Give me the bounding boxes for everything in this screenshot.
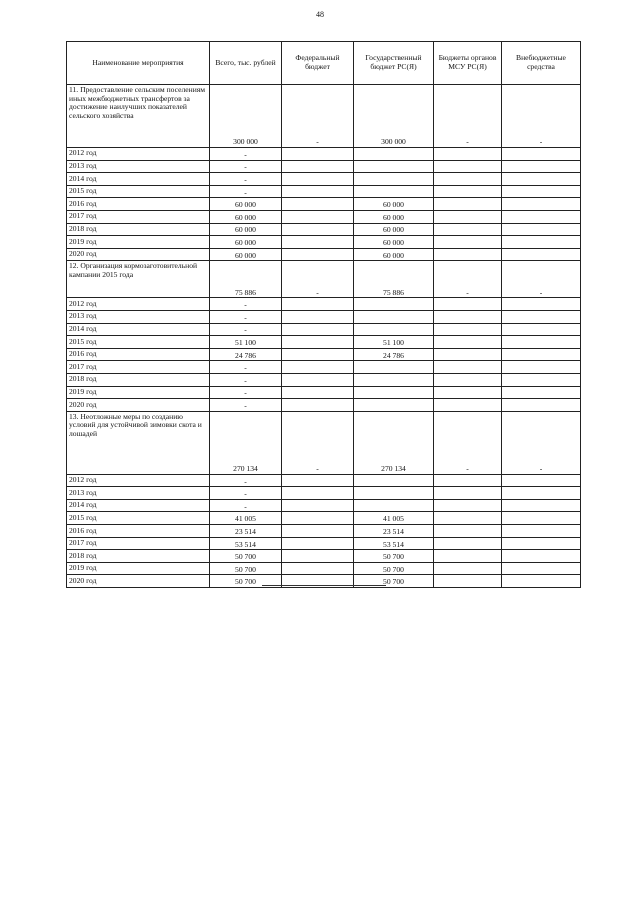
year-federal <box>282 562 354 575</box>
year-total: - <box>210 160 282 173</box>
year-row <box>67 537 581 550</box>
year-extra <box>502 525 581 538</box>
year-state: 50 700 <box>354 562 434 575</box>
header-row <box>67 42 581 85</box>
year-row <box>67 373 581 386</box>
section-msu: - <box>434 85 502 148</box>
year-total: 24 786 <box>210 348 282 361</box>
year-msu <box>434 323 502 336</box>
year-state <box>354 487 434 500</box>
year-row <box>67 336 581 349</box>
year-msu <box>434 298 502 311</box>
section-extra: - <box>502 261 581 298</box>
section-title: 13. Неотложные меры по созданию условий для устойчивой зимовки скота и лошадей <box>67 411 210 474</box>
year-row <box>67 310 581 323</box>
year-label: 2014 год <box>67 173 210 186</box>
header-msu: Бюджеты органов МСУ РС(Я) <box>434 42 502 85</box>
year-row <box>67 386 581 399</box>
year-msu <box>434 386 502 399</box>
year-state: 23 514 <box>354 525 434 538</box>
year-state <box>354 399 434 412</box>
year-msu <box>434 210 502 223</box>
year-total: 60 000 <box>210 236 282 249</box>
year-label: 2017 год <box>67 210 210 223</box>
year-extra <box>502 348 581 361</box>
year-federal <box>282 499 354 512</box>
year-msu <box>434 248 502 261</box>
year-federal <box>282 525 354 538</box>
year-extra <box>502 198 581 211</box>
year-federal <box>282 148 354 161</box>
section-extra: - <box>502 85 581 148</box>
year-extra <box>502 373 581 386</box>
year-total: 60 000 <box>210 210 282 223</box>
year-label: 2017 год <box>67 537 210 550</box>
year-label: 2020 год <box>67 399 210 412</box>
footer-divider <box>262 585 386 586</box>
year-extra <box>502 562 581 575</box>
year-extra <box>502 210 581 223</box>
year-federal <box>282 310 354 323</box>
year-label: 2016 год <box>67 348 210 361</box>
year-federal <box>282 185 354 198</box>
section-title: 12. Организация кормозаготовительной кампании 2015 года <box>67 261 210 298</box>
year-msu <box>434 512 502 525</box>
year-state: 53 514 <box>354 537 434 550</box>
year-extra <box>502 248 581 261</box>
year-msu <box>434 550 502 563</box>
year-federal <box>282 373 354 386</box>
year-msu <box>434 185 502 198</box>
year-row <box>67 550 581 563</box>
year-total: - <box>210 361 282 374</box>
section-federal: - <box>282 261 354 298</box>
year-federal <box>282 348 354 361</box>
year-row <box>67 223 581 236</box>
year-row <box>67 323 581 336</box>
section-total: 270 134 <box>210 411 282 474</box>
year-state <box>354 185 434 198</box>
year-total: - <box>210 399 282 412</box>
year-extra <box>502 173 581 186</box>
year-label: 2018 год <box>67 550 210 563</box>
section-row <box>67 85 581 148</box>
year-state <box>354 474 434 487</box>
year-msu <box>434 487 502 500</box>
year-extra <box>502 298 581 311</box>
year-row <box>67 210 581 223</box>
year-label: 2015 год <box>67 336 210 349</box>
year-label: 2019 год <box>67 562 210 575</box>
year-row <box>67 198 581 211</box>
year-federal <box>282 487 354 500</box>
year-federal <box>282 160 354 173</box>
year-msu <box>434 173 502 186</box>
section-state: 300 000 <box>354 85 434 148</box>
year-msu <box>434 310 502 323</box>
section-msu: - <box>434 411 502 474</box>
year-label: 2018 год <box>67 373 210 386</box>
year-extra <box>502 185 581 198</box>
year-label: 2020 год <box>67 248 210 261</box>
year-msu <box>434 562 502 575</box>
year-federal <box>282 361 354 374</box>
year-total: - <box>210 487 282 500</box>
section-extra: - <box>502 411 581 474</box>
header-extra: Внебюджетные средства <box>502 42 581 85</box>
year-federal <box>282 210 354 223</box>
year-federal <box>282 236 354 249</box>
year-total: 23 514 <box>210 525 282 538</box>
year-label: 2013 год <box>67 310 210 323</box>
year-row <box>67 512 581 525</box>
year-row <box>67 487 581 500</box>
year-label: 2016 год <box>67 525 210 538</box>
year-federal <box>282 474 354 487</box>
header-name: Наименование мероприятия <box>67 42 210 85</box>
year-row <box>67 160 581 173</box>
year-label: 2013 год <box>67 487 210 500</box>
year-state: 60 000 <box>354 198 434 211</box>
year-extra <box>502 487 581 500</box>
year-msu <box>434 537 502 550</box>
year-msu <box>434 474 502 487</box>
year-row <box>67 474 581 487</box>
year-label: 2015 год <box>67 512 210 525</box>
year-msu <box>434 198 502 211</box>
year-row <box>67 185 581 198</box>
year-federal <box>282 198 354 211</box>
year-extra <box>502 399 581 412</box>
year-total: 60 000 <box>210 198 282 211</box>
section-total: 75 886 <box>210 261 282 298</box>
year-label: 2018 год <box>67 223 210 236</box>
year-state <box>354 386 434 399</box>
year-row <box>67 562 581 575</box>
year-row <box>67 499 581 512</box>
header-federal: Федеральный бюджет <box>282 42 354 85</box>
year-federal <box>282 248 354 261</box>
year-total: - <box>210 386 282 399</box>
year-federal <box>282 173 354 186</box>
year-extra <box>502 148 581 161</box>
year-msu <box>434 160 502 173</box>
table-body <box>67 85 581 588</box>
year-state <box>354 148 434 161</box>
year-msu <box>434 361 502 374</box>
year-total: 50 700 <box>210 562 282 575</box>
year-label: 2019 год <box>67 386 210 399</box>
year-label: 2012 год <box>67 474 210 487</box>
year-row <box>67 248 581 261</box>
year-label: 2016 год <box>67 198 210 211</box>
year-state <box>354 310 434 323</box>
year-msu <box>434 336 502 349</box>
year-row <box>67 298 581 311</box>
year-state: 51 100 <box>354 336 434 349</box>
year-msu <box>434 236 502 249</box>
section-federal: - <box>282 411 354 474</box>
year-row <box>67 148 581 161</box>
year-extra <box>502 361 581 374</box>
year-state: 60 000 <box>354 236 434 249</box>
year-state: 41 005 <box>354 512 434 525</box>
year-msu <box>434 223 502 236</box>
year-total: 50 700 <box>210 575 282 588</box>
year-federal <box>282 298 354 311</box>
year-total: 51 100 <box>210 336 282 349</box>
year-row <box>67 361 581 374</box>
year-extra <box>502 236 581 249</box>
year-label: 2014 год <box>67 323 210 336</box>
section-federal: - <box>282 85 354 148</box>
year-state: 60 000 <box>354 223 434 236</box>
year-row <box>67 173 581 186</box>
year-federal <box>282 223 354 236</box>
year-extra <box>502 336 581 349</box>
year-federal <box>282 550 354 563</box>
year-state <box>354 298 434 311</box>
year-total: - <box>210 173 282 186</box>
year-state <box>354 361 434 374</box>
year-state <box>354 373 434 386</box>
year-total: - <box>210 185 282 198</box>
year-msu <box>434 348 502 361</box>
year-label: 2013 год <box>67 160 210 173</box>
year-total: - <box>210 373 282 386</box>
year-state: 50 700 <box>354 575 434 588</box>
year-state <box>354 499 434 512</box>
year-extra <box>502 499 581 512</box>
section-title: 11. Предоставление сельским поселениям иных межбюджетных трансфертов за достижение наилучших показателей сельского хозяйства <box>67 85 210 148</box>
year-total: 53 514 <box>210 537 282 550</box>
section-total: 300 000 <box>210 85 282 148</box>
year-state: 60 000 <box>354 210 434 223</box>
year-row <box>67 525 581 538</box>
year-extra <box>502 323 581 336</box>
year-extra <box>502 537 581 550</box>
year-total: - <box>210 499 282 512</box>
section-state: 75 886 <box>354 261 434 298</box>
year-row <box>67 399 581 412</box>
header-total: Всего, тыс. рублей <box>210 42 282 85</box>
year-total: 41 005 <box>210 512 282 525</box>
year-label: 2020 год <box>67 575 210 588</box>
year-msu <box>434 399 502 412</box>
year-extra <box>502 223 581 236</box>
year-msu <box>434 499 502 512</box>
section-state: 270 134 <box>354 411 434 474</box>
budget-table <box>66 41 581 588</box>
year-federal <box>282 386 354 399</box>
year-state: 60 000 <box>354 248 434 261</box>
year-label: 2015 год <box>67 185 210 198</box>
year-federal <box>282 537 354 550</box>
year-label: 2012 год <box>67 148 210 161</box>
year-msu <box>434 575 502 588</box>
year-extra <box>502 550 581 563</box>
year-state <box>354 160 434 173</box>
year-label: 2014 год <box>67 499 210 512</box>
year-label: 2019 год <box>67 236 210 249</box>
year-extra <box>502 474 581 487</box>
year-msu <box>434 373 502 386</box>
year-total: - <box>210 148 282 161</box>
year-total: - <box>210 310 282 323</box>
year-state: 24 786 <box>354 348 434 361</box>
year-msu <box>434 148 502 161</box>
header-state: Государственный бюджет РС(Я) <box>354 42 434 85</box>
year-total: - <box>210 323 282 336</box>
year-federal <box>282 323 354 336</box>
year-federal <box>282 512 354 525</box>
section-row <box>67 411 581 474</box>
year-total: - <box>210 474 282 487</box>
year-state <box>354 323 434 336</box>
year-state <box>354 173 434 186</box>
year-extra <box>502 386 581 399</box>
year-extra <box>502 160 581 173</box>
year-federal <box>282 336 354 349</box>
year-extra <box>502 512 581 525</box>
year-extra <box>502 575 581 588</box>
year-label: 2012 год <box>67 298 210 311</box>
year-total: 60 000 <box>210 223 282 236</box>
year-state: 50 700 <box>354 550 434 563</box>
year-total: 50 700 <box>210 550 282 563</box>
section-row <box>67 261 581 298</box>
year-extra <box>502 310 581 323</box>
page-number: 48 <box>316 10 324 19</box>
year-label: 2017 год <box>67 361 210 374</box>
year-federal <box>282 399 354 412</box>
year-row <box>67 236 581 249</box>
year-row <box>67 348 581 361</box>
year-msu <box>434 525 502 538</box>
year-total: 60 000 <box>210 248 282 261</box>
year-total: - <box>210 298 282 311</box>
section-msu: - <box>434 261 502 298</box>
